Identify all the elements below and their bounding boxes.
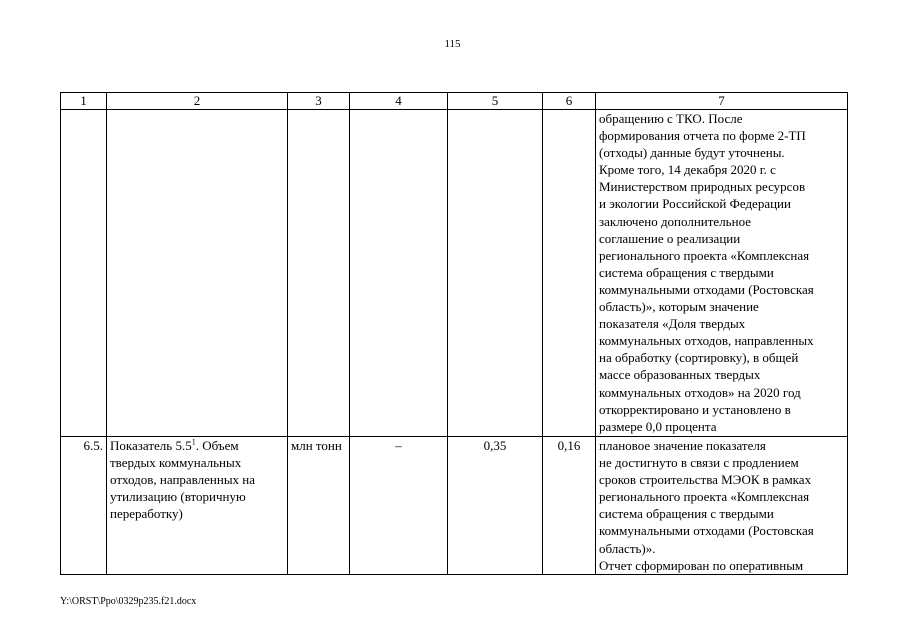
table-header-row [61,93,848,110]
header-cell-6: 6 [543,93,596,110]
cont-note-cell [596,110,848,437]
file-path-footer: Y:\ORST\Ppo\0329p235.f21.docx [60,596,197,607]
cont-cell-2 [107,110,288,437]
indicator-line: отходов, направленных на [110,472,256,488]
indicator-superscript: 1 [191,437,196,447]
note-line: система обращения с твердыми [599,264,774,280]
page-number: 115 [444,38,461,50]
note-line: область)». [599,540,656,556]
table-row-6-5 [61,437,848,575]
note-line: соглашение о реализации [599,230,741,246]
col5-cell: 0,35 [448,437,543,575]
note-line: не достигнуто в связи с продлением [599,455,799,471]
table-row-continuation [61,110,848,437]
col4-cell: – [350,437,448,575]
report-table [60,92,848,575]
cont-cell-4 [350,110,448,437]
header-cell-3: 3 [288,93,350,110]
indicator-cell [107,437,288,575]
note-line: регионального проекта «Комплексная [599,489,810,505]
note-cell [596,437,848,575]
row-number: 6.5. [61,437,107,575]
note-line: показателя «Доля твердых [599,316,746,332]
note-line: формирования отчета по форме 2-ТП [599,128,806,144]
header-cell-5: 5 [448,93,543,110]
note-line: регионального проекта «Комплексная [599,247,810,263]
note-line: область)», которым значение [599,299,759,315]
indicator-line: утилизацию (вторичную [110,489,246,505]
note-line: коммунальных отходов, направленных [599,333,814,349]
note-line: Отчет сформирован по оперативным [599,557,804,573]
note-line: система обращения с твердыми [599,506,774,522]
note-line: Министерством природных ресурсов [599,179,806,195]
unit-cell: млн тонн [288,437,350,575]
note-line: плановое значение показателя [599,438,766,453]
note-line: размере 0,0 процента [599,418,717,434]
header-cell-1: 1 [61,93,107,110]
note-line: сроков строительства МЭОК в рамках [599,472,812,488]
note-line: на обработку (сортировку), в общей [599,350,799,366]
indicator-line-1 [110,437,284,454]
col6-cell: 0,16 [543,437,596,575]
indicator-rest: . Объем [195,438,239,453]
note-line: коммунальными отходами (Ростовская [599,523,814,539]
note-line: и экологии Российской Федерации [599,196,791,212]
note-line: массе образованных твердых [599,367,761,383]
cont-cell-3 [288,110,350,437]
note-line: (отходы) данные будут уточнены. [599,145,785,161]
note-line: коммунальными отходами (Ростовская [599,281,814,297]
note-line: коммунальных отходов» на 2020 год [599,384,801,400]
indicator-prefix: Показатель 5.5 [110,438,192,453]
note-line: обращению с ТКО. После [599,111,743,126]
header-cell-7: 7 [596,93,848,110]
cont-cell-5 [448,110,543,437]
indicator-line: переработку) [110,506,183,522]
header-cell-4: 4 [350,93,448,110]
cont-cell-6 [543,110,596,437]
header-cell-2: 2 [107,93,288,110]
note-line: заключено дополнительное [599,213,751,229]
note-line: Кроме того, 14 декабря 2020 г. с [599,162,776,178]
note-line: откорректировано и установлено в [599,401,791,417]
indicator-line: твердых коммунальных [110,455,242,471]
cont-cell-1 [61,110,107,437]
